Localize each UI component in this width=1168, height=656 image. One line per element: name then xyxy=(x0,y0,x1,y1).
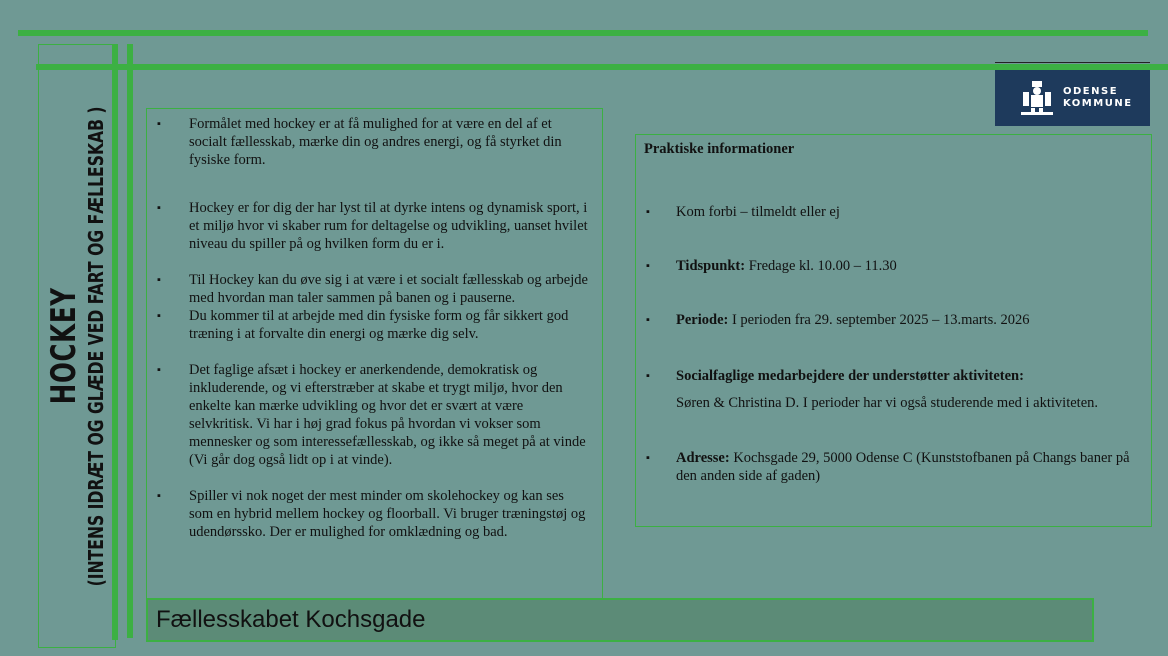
list-item: ▪ Spiller vi nok noget der mest minder om skolehockey og kan ses som en hybrid mellem hockey og floorball. Vi bruger træningstøj og udendørssko. Der er mulighed for omklædning og bad. xyxy=(157,488,586,540)
bullet-icon: ▪ xyxy=(157,118,161,130)
city-crest-icon xyxy=(1017,78,1057,118)
list-item: ▪ Formålet med hockey er at få mulighed for at være en del af et socialt fællesskab, mærke din og andres energi, og få styrket din fysiske form. xyxy=(157,116,562,168)
footer-banner xyxy=(146,598,1094,642)
list-item: ▪ Til Hockey kan du øve sig i at være i et socialt fællesskab og arbejde med hvordan man taler sammen på banen og i pauserne. xyxy=(157,272,588,306)
bullet-icon: ▪ xyxy=(157,310,161,322)
list-item: ▪ Det faglige afsæt i hockey er anerkendende, demokratisk og inkluderende, og vi efterstræber at skabe et trygt miljø, hvor den enkelte kan mærke udvikling og hvor det er svært at være selvkritisk. Vi har i høj grad fokus på hvordan vi vokser som mennesker og som interessefællesskab, og ikke så meget på at vinde (Vi går dog også lidt op i at vinde). xyxy=(157,362,586,468)
logo-text: ODENSE KOMMUNE xyxy=(1063,86,1133,109)
staff-names: Søren & Christina D. I perioder har vi også studerende med i aktiviteten. xyxy=(676,395,1099,411)
bullet-icon: ▪ xyxy=(157,274,161,286)
bullet-icon: ▪ xyxy=(646,260,650,272)
vertical-line-right xyxy=(127,44,133,638)
side-subtitle: (INTENS IDRÆT OG GLÆDE VED FART OG FÆLLESKAB ) xyxy=(84,106,108,586)
odense-kommune-logo xyxy=(995,70,1150,126)
info-item-address: ▪ Adresse: Kochsgade 29, 5000 Odense C (Kunststofbanen på Changs baner på den anden side af gaden) xyxy=(646,450,1130,484)
bullet-icon: ▪ xyxy=(646,370,650,382)
side-title: HOCKEY xyxy=(44,287,84,405)
bullet-icon: ▪ xyxy=(646,314,650,326)
info-item-time: ▪ Tidspunkt: Fredage kl. 10.00 – 11.30 xyxy=(646,258,897,274)
bullet-icon: ▪ xyxy=(157,490,161,502)
bullet-icon: ▪ xyxy=(157,202,161,214)
description-box xyxy=(146,108,603,600)
footer-title: Fællesskabet Kochsgade xyxy=(156,606,426,633)
info-item-period: ▪ Periode: I perioden fra 29. september 2025 – 13.marts. 2026 xyxy=(646,312,1030,328)
info-item-staff: ▪ Socialfaglige medarbejdere der understøtter aktiviteten: Søren & Christina D. I perioder har vi også studerende med i aktiviteten. xyxy=(646,367,1143,412)
info-title: Praktiske informationer xyxy=(644,141,795,157)
list-item: ▪ Du kommer til at arbejde med din fysiske form og får sikkert god træning i at forvalte din energi og mærke dig selv. xyxy=(157,308,569,342)
logo-divider xyxy=(995,62,1150,63)
top-line xyxy=(18,30,1148,36)
side-title-box xyxy=(38,44,116,648)
bullet-icon: ▪ xyxy=(646,452,650,464)
bullet-icon: ▪ xyxy=(157,364,161,376)
description-list xyxy=(155,115,592,541)
list-item: ▪ Hockey er for dig der har lyst til at dyrke intens og dynamisk sport, i et miljø hvor vi skaber rum for deltagelse og udvikling, uanset hvilet niveau du spiller på og hvilken form du er i. xyxy=(157,200,588,252)
info-box xyxy=(635,134,1152,527)
side-title-rotated xyxy=(37,66,117,626)
bullet-icon: ▪ xyxy=(646,206,650,218)
info-item-visit: ▪ Kom forbi – tilmeldt eller ej xyxy=(646,204,840,220)
